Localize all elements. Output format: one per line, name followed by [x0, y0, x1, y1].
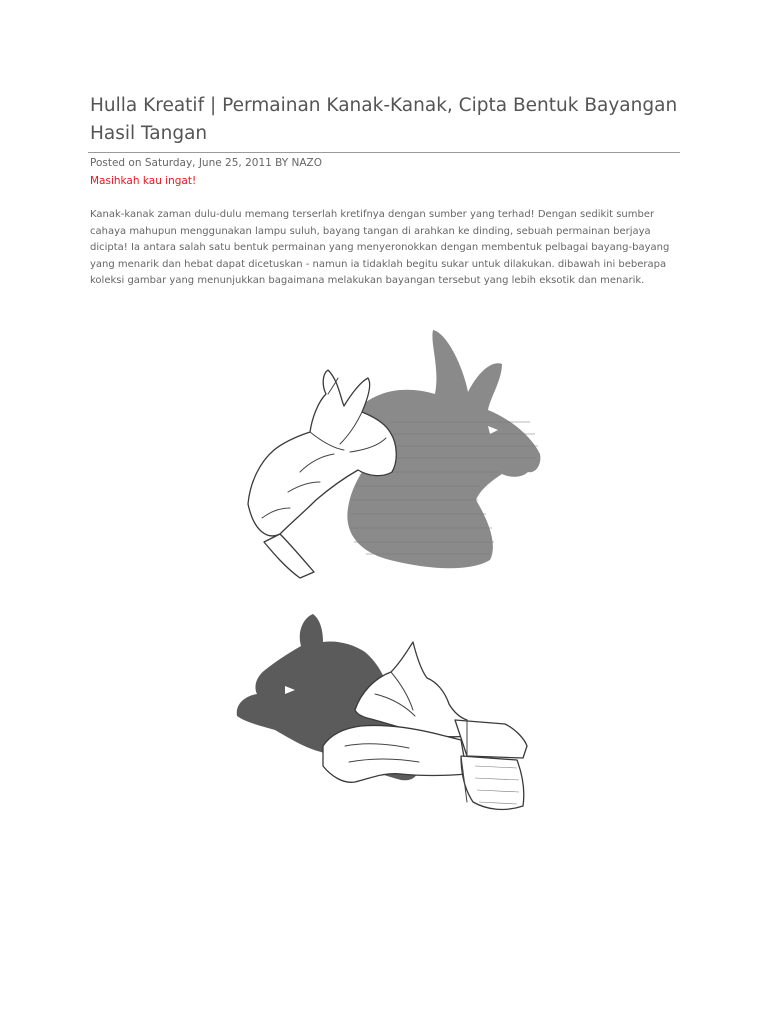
highlight-text: Masihkah kau ingat! — [90, 175, 197, 187]
rabbit-shadow-svg — [240, 322, 550, 580]
dog-shadow-svg — [205, 606, 555, 852]
article-title: Hulla Kreatif | Permainan Kanak-Kanak, Cipta Bentuk Bayangan Hasil Tangan — [90, 95, 678, 144]
post-meta: Posted on Saturday, June 25, 2011 BY NAZO — [90, 157, 323, 169]
dog-shadow-illustration — [205, 606, 555, 852]
article-body: Kanak-kanak zaman dulu-dulu memang terserlah kretifnya dengan sumber yang terhad! Dengan sedikit sumber cahaya mahupun menggunakan lampu suluh, bayang tangan di arahkan ke dinding, sebuah permainan berjaya dicipta! Ia antara salah satu bentuk permainan yang menyeronokkan dengan membentuk pelbagai bayang-bayang yang menarik dan hebat dapat dicetuskan - namun ia tidaklah begitu sukar untuk dilakukan. dibawah ini beberapa koleksi gambar yang menunjukkan bagaimana melakukan bayangan tersebut yang lebih eksotik dan menarik. — [90, 209, 670, 287]
rabbit-shadow-illustration — [240, 322, 550, 580]
title-divider — [88, 152, 680, 153]
